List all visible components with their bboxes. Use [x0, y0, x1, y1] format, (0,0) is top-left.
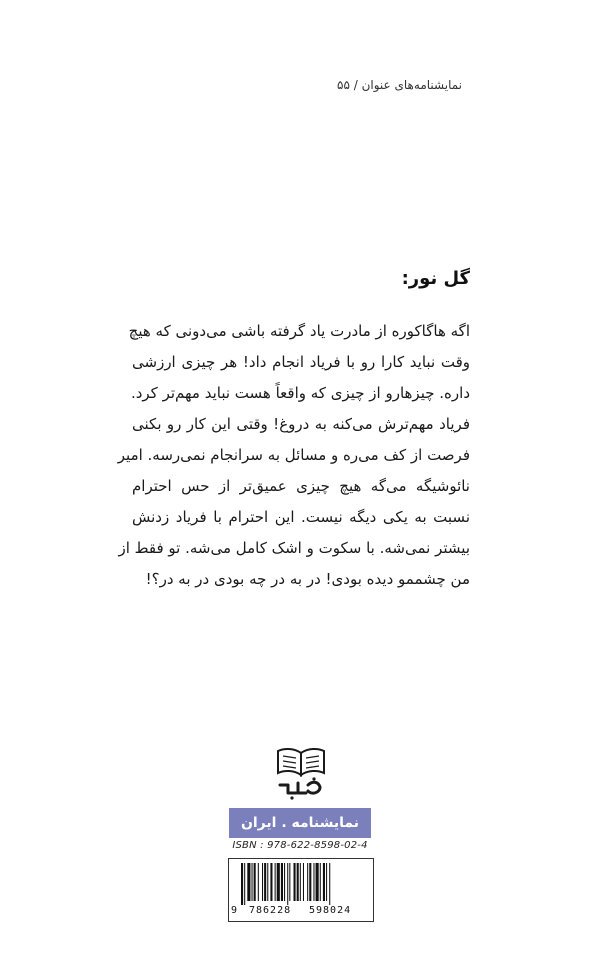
- barcode-digits: [229, 905, 373, 919]
- barcode-bar: [275, 863, 276, 901]
- publisher-logo: [274, 745, 328, 801]
- barcode-bar: [320, 863, 321, 901]
- barcode-bar: [258, 863, 259, 901]
- barcode-digit-first: 9: [231, 905, 238, 916]
- barcode-bar: [326, 863, 327, 901]
- barcode-bar: [294, 863, 296, 901]
- speaker-name: گل نور:: [401, 268, 470, 289]
- barcode-bar: [277, 863, 280, 901]
- barcode-bar: [307, 863, 308, 901]
- barcode-bar: [313, 863, 314, 901]
- barcode-digits-right: 598024: [309, 905, 352, 916]
- book-logo-icon: [274, 745, 328, 801]
- barcode-bar: [281, 863, 283, 901]
- monologue-text: [117, 316, 470, 595]
- barcode-bar: [267, 863, 268, 901]
- barcode-bar: [329, 863, 330, 905]
- barcode-bar: [303, 863, 304, 901]
- brand-label: نمایشنامه . ایران: [240, 815, 360, 831]
- barcode-bar: [287, 863, 288, 905]
- text-line: اگه هاگاکوره از مادرت یاد گرفته باشی می‌دونی که هیچ: [128, 322, 470, 340]
- barcode-bar: [284, 863, 285, 901]
- text-line: نسبت به یکی دیگه نیست. این احترام با فریاد زدنش: [132, 508, 470, 526]
- barcode-bar: [241, 863, 243, 905]
- barcode-bar: [264, 863, 266, 901]
- text-line: نائوشیگه می‌گه هیچ چیزی عمیق‌تر از حس احترام: [132, 477, 470, 495]
- text-line: فرصت از کف می‌ره و مسائل به سرانجام نمی‌رسه. امیر: [117, 446, 470, 464]
- barcode-bar: [247, 863, 250, 901]
- barcode-bar: [297, 863, 299, 901]
- barcode-bar: [309, 863, 311, 901]
- text-line: فریاد مهم‌ترش می‌کنه به دروغ! وقتی این کار رو بکنی: [132, 415, 470, 433]
- barcode-bar: [252, 863, 253, 901]
- barcode-bar: [289, 863, 290, 901]
- barcode-bar: [300, 863, 301, 901]
- series-header: نمایشنامه‌های عنوان / ۵۵: [337, 78, 462, 92]
- brand-label-box: [229, 808, 371, 838]
- barcode-bar: [270, 863, 272, 901]
- barcode-bar: [244, 863, 245, 905]
- barcode-bar: [262, 863, 263, 901]
- text-line: من چشممو دیده بودی! در به در چه بودی در به در؟!: [145, 570, 470, 588]
- barcode-bar: [323, 863, 325, 901]
- barcode-digits-left: 786228: [249, 905, 292, 916]
- barcode: [228, 858, 374, 922]
- text-line: بیشتر نمی‌شه. با سکوت و اشک کامل می‌شه. تو فقط از: [118, 539, 470, 557]
- isbn-text: ISBN : 978-622-8598-02-4: [232, 840, 368, 851]
- barcode-bars: [239, 863, 363, 905]
- barcode-bar: [316, 863, 319, 901]
- barcode-bar: [254, 863, 256, 901]
- text-line: وقت نباید کارا رو با فریاد انجام داد! هر چیزی ارزشی: [132, 353, 470, 371]
- text-line: داره. چیزهارو از چیزی که واقعاً هست نباید مهم‌تر کرد.: [130, 384, 470, 402]
